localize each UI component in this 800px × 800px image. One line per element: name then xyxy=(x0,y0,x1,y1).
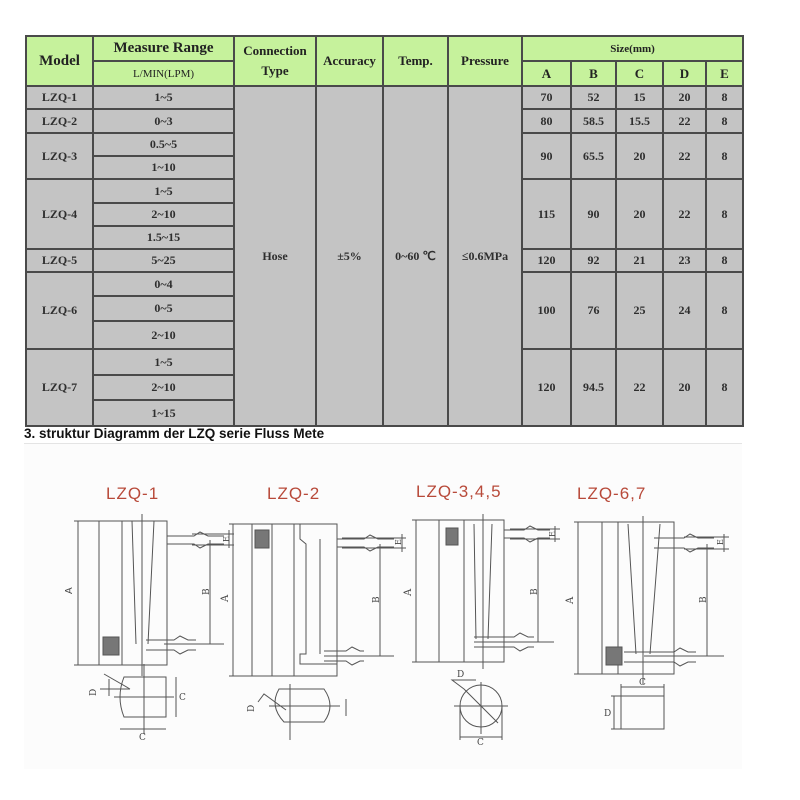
header-size-a: A xyxy=(522,61,571,86)
size-c-cell: 21 xyxy=(616,249,663,272)
model-cell: LZQ-2 xyxy=(26,109,93,133)
model-cell: LZQ-5 xyxy=(26,249,93,272)
size-e-cell: 8 xyxy=(706,133,743,179)
size-d-cell: 24 xyxy=(663,272,706,349)
structure-diagram xyxy=(24,443,742,769)
model-cell: LZQ-7 xyxy=(26,349,93,426)
size-b-cell: 90 xyxy=(571,179,616,249)
size-a-cell: 90 xyxy=(522,133,571,179)
size-e-cell: 8 xyxy=(706,109,743,133)
section-title: 3. struktur Diagramm der LZQ serie Fluss Mete xyxy=(24,426,325,441)
size-a-cell: 120 xyxy=(522,249,571,272)
model-cell: LZQ-1 xyxy=(26,86,93,109)
svg-text:A: A xyxy=(403,588,414,596)
header-model: Model xyxy=(26,36,93,86)
header-size-d: D xyxy=(663,61,706,86)
size-c-cell: 22 xyxy=(616,349,663,426)
size-d-cell: 20 xyxy=(663,349,706,426)
svg-text:C: C xyxy=(139,733,146,743)
header-size: Size(mm) xyxy=(522,36,743,61)
model-cell: LZQ-3 xyxy=(26,133,93,179)
range-cell: 1~10 xyxy=(93,156,234,179)
range-cell: 2~10 xyxy=(93,203,234,226)
size-e-cell: 8 xyxy=(706,179,743,249)
svg-text:D: D xyxy=(457,670,465,680)
range-cell: 1.5~15 xyxy=(93,226,234,249)
svg-text:B: B xyxy=(202,588,212,595)
svg-text:C: C xyxy=(477,738,484,748)
range-cell: 0~5 xyxy=(93,296,234,321)
svg-text:C: C xyxy=(639,678,646,688)
size-c-cell: 20 xyxy=(616,179,663,249)
header-temp: Temp. xyxy=(383,36,448,86)
range-cell: 5~25 xyxy=(93,249,234,272)
svg-text:E: E xyxy=(716,539,725,545)
svg-text:B: B xyxy=(372,596,382,603)
size-e-cell: 8 xyxy=(706,349,743,426)
size-d-cell: 22 xyxy=(663,109,706,133)
size-a-cell: 115 xyxy=(522,179,571,249)
size-a-cell: 80 xyxy=(522,109,571,133)
size-b-cell: 94.5 xyxy=(571,349,616,426)
model-cell: LZQ-6 xyxy=(26,272,93,349)
size-e-cell: 8 xyxy=(706,86,743,109)
svg-text:B: B xyxy=(530,588,540,595)
diagram-label-lzq-2: LZQ-2 xyxy=(267,484,321,503)
diagram-label-lzq-67: LZQ-6,7 xyxy=(577,484,647,503)
pressure-cell: ≤0.6MPa xyxy=(448,86,522,426)
connection-type-cell: Hose xyxy=(234,86,316,426)
diagram-label-lzq-1: LZQ-1 xyxy=(106,484,160,503)
accuracy-cell: ±5% xyxy=(316,86,383,426)
range-cell: 1~5 xyxy=(93,86,234,109)
size-e-cell: 8 xyxy=(706,249,743,272)
svg-text:A: A xyxy=(64,587,75,594)
svg-text:D: D xyxy=(247,704,257,712)
header-accuracy: Accuracy xyxy=(316,36,383,86)
svg-text:C: C xyxy=(179,693,186,703)
header-size-e: E xyxy=(706,61,743,86)
size-a-cell: 120 xyxy=(522,349,571,426)
size-b-cell: 52 xyxy=(571,86,616,109)
svg-text:B: B xyxy=(699,596,709,603)
header-measure-range: Measure Range xyxy=(93,36,234,61)
svg-text:E: E xyxy=(548,531,557,537)
size-c-cell: 15.5 xyxy=(616,109,663,133)
size-a-cell: 70 xyxy=(522,86,571,109)
size-b-cell: 58.5 xyxy=(571,109,616,133)
lzq-345-drawing xyxy=(403,514,560,748)
svg-text:E: E xyxy=(222,536,231,542)
header-measure-unit: L/MIN(LPM) xyxy=(93,61,234,86)
size-d-cell: 22 xyxy=(663,179,706,249)
spec-table xyxy=(25,35,744,426)
size-d-cell: 22 xyxy=(663,133,706,179)
range-cell: 0~3 xyxy=(93,109,234,133)
size-d-cell: 20 xyxy=(663,86,706,109)
table-row xyxy=(26,86,743,109)
lzq-1-drawing xyxy=(64,514,234,743)
size-d-cell: 23 xyxy=(663,249,706,272)
range-cell: 0.5~5 xyxy=(93,133,234,156)
range-cell: 1~5 xyxy=(93,179,234,203)
size-b-cell: 92 xyxy=(571,249,616,272)
svg-text:A: A xyxy=(565,596,576,604)
size-b-cell: 65.5 xyxy=(571,133,616,179)
range-cell: 2~10 xyxy=(93,321,234,349)
model-cell: LZQ-4 xyxy=(26,179,93,249)
diagram-label-lzq-345: LZQ-3,4,5 xyxy=(416,482,502,501)
size-c-cell: 20 xyxy=(616,133,663,179)
svg-text:D: D xyxy=(604,709,612,719)
temp-cell: 0~60 ℃ xyxy=(383,86,448,426)
range-cell: 0~4 xyxy=(93,272,234,296)
size-e-cell: 8 xyxy=(706,272,743,349)
svg-text:A: A xyxy=(220,594,231,602)
header-size-b: B xyxy=(571,61,616,86)
range-cell: 1~15 xyxy=(93,400,234,426)
header-pressure: Pressure xyxy=(448,36,522,86)
header-connection-type: Connection Type xyxy=(234,36,316,86)
flowmeter-drawings xyxy=(24,444,742,769)
header-size-c: C xyxy=(616,61,663,86)
size-a-cell: 100 xyxy=(522,272,571,349)
size-c-cell: 25 xyxy=(616,272,663,349)
svg-text:D: D xyxy=(89,688,99,696)
size-c-cell: 15 xyxy=(616,86,663,109)
range-cell: 2~10 xyxy=(93,375,234,400)
range-cell: 1~5 xyxy=(93,349,234,375)
size-b-cell: 76 xyxy=(571,272,616,349)
lzq-67-drawing xyxy=(565,516,729,729)
lzq-2-drawing xyxy=(220,524,406,740)
svg-text:E: E xyxy=(394,539,403,545)
